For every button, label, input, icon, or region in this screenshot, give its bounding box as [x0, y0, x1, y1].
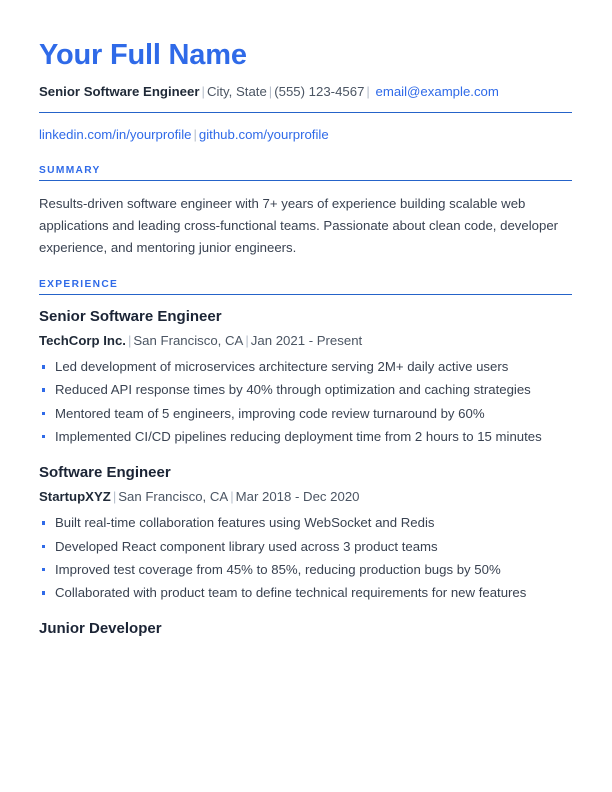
github-link[interactable]: github.com/yourprofile: [198, 126, 329, 142]
job-location: San Francisco, CA: [133, 333, 244, 349]
bullet-icon: [42, 412, 45, 415]
bullet-icon: [42, 435, 45, 438]
job-dates: Jan 2021 - Present: [250, 333, 363, 349]
list-item: [39, 536, 573, 558]
job-bullets: [39, 512, 573, 604]
job-meta: [39, 331, 573, 351]
bullet-text: Led development of microservices architecture serving 2M+ daily active users: [55, 359, 509, 375]
bullet-text: Built real-time collaboration features using WebSocket and Redis: [55, 515, 435, 531]
list-item: [39, 582, 573, 604]
bullet-icon: [42, 545, 45, 548]
bullet-text: Implemented CI/CD pipelines reducing deployment time from 2 hours to 15 minutes: [55, 429, 542, 444]
separator: |: [230, 489, 234, 505]
job-meta: [39, 487, 573, 507]
job-title: Senior Software Engineer: [39, 308, 222, 326]
separator: |: [201, 84, 205, 99]
section-title-summary: SUMMARY: [39, 164, 101, 176]
job-bullets: [39, 356, 573, 448]
separator: |: [366, 84, 370, 99]
email-link[interactable]: email@example.com: [375, 84, 499, 99]
bullet-text: Collaborated with product team to define technical requirements for new features: [55, 585, 527, 601]
bullet-text: Developed React component library used across 3 product teams: [55, 538, 438, 554]
list-item: [39, 356, 573, 378]
bullet-text: Reduced API response times by 40% through optimization and caching strategies: [55, 382, 531, 398]
separator: |: [112, 489, 117, 505]
header-role: Senior Software Engineer: [39, 84, 200, 99]
bullet-icon: [42, 521, 45, 524]
section-divider: [39, 294, 572, 295]
section-summary: [39, 165, 573, 260]
contact-line: [39, 81, 573, 103]
section-title-experience: EXPERIENCE: [39, 279, 119, 291]
linkedin-link[interactable]: linkedin.com/in/yourprofile: [39, 126, 192, 142]
experience-item: [39, 307, 573, 448]
list-item: [39, 559, 573, 581]
resume-header: [39, 0, 573, 145]
experience-item: [39, 463, 573, 604]
section-divider: [39, 180, 572, 181]
bullet-icon: [42, 568, 45, 571]
list-item: [39, 512, 573, 534]
header-location: City, State: [206, 84, 267, 99]
page-title: Your Full Name: [39, 39, 247, 71]
job-location: San Francisco, CA: [118, 489, 229, 505]
bullet-text: Improved test coverage from 45% to 85%, reducing production bugs by 50%: [55, 561, 501, 577]
list-item: [39, 426, 573, 448]
bullet-icon: [42, 591, 45, 594]
separator: |: [127, 333, 132, 349]
bullet-icon: [42, 388, 45, 391]
job-company: TechCorp Inc.: [39, 333, 126, 349]
list-item: [39, 403, 573, 425]
job-title: Software Engineer: [39, 464, 171, 482]
header-phone: (555) 123-4567: [274, 84, 365, 99]
job-company: StartupXYZ: [39, 489, 111, 505]
bullet-icon: [42, 365, 45, 368]
experience-item: [39, 619, 573, 639]
bullet-text: Mentored team of 5 engineers, improving code review turnaround by 60%: [55, 405, 485, 421]
summary-text: Results-driven software engineer with 7+ years of experience building scalable web applications and leading cross-functional teams. Passionate about clean code, developer experience, and mentoring junior engineers.: [39, 195, 559, 255]
job-dates: Mar 2018 - Dec 2020: [235, 489, 360, 505]
separator: |: [193, 126, 197, 142]
separator: |: [245, 333, 249, 349]
header-divider: [39, 112, 572, 113]
profile-links-line: [39, 125, 573, 145]
list-item: [39, 379, 573, 401]
job-title: Junior Developer: [39, 620, 162, 638]
section-experience: [39, 279, 573, 639]
separator: |: [268, 84, 273, 99]
